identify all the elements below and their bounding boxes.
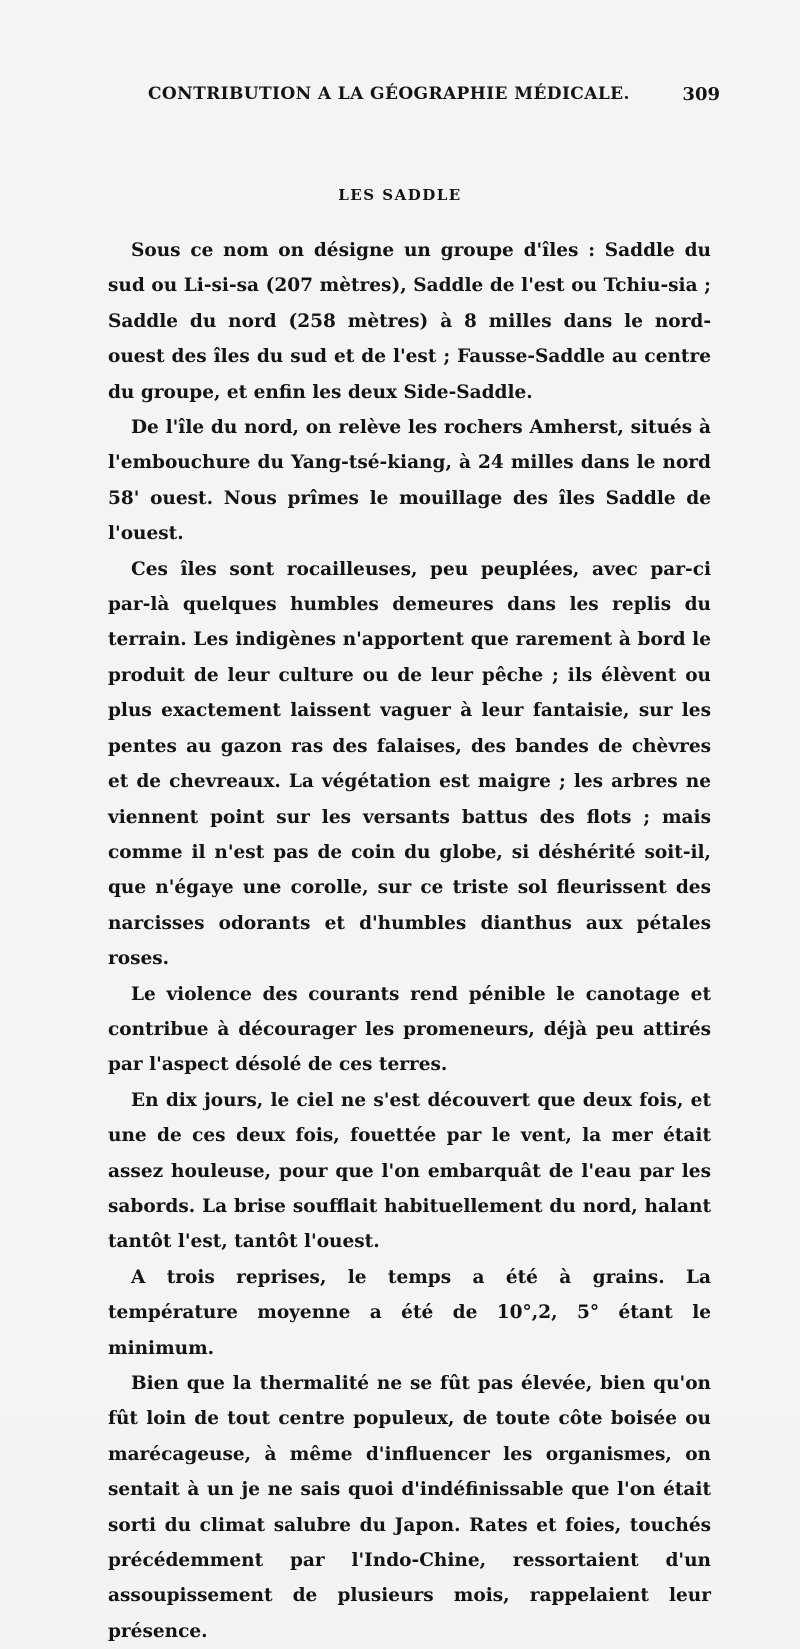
section-title: LES SADDLE bbox=[338, 186, 462, 204]
running-title: CONTRIBUTION A LA GÉOGRAPHIE MÉDICALE. bbox=[148, 84, 630, 104]
paragraph-trois-reprises: A trois reprises, le temps a été à grains. La température moyenne a été de 10°,2, 5° étant le minimum. bbox=[108, 1266, 711, 1359]
paragraph-iles-rocailleuses: Ces îles sont rocailleuses, peu peuplées, avec par-ci par-là quelques humbles demeures dans les replis du terrain. Les indigènes n'apportent que rarement à bord le produit de leur culture ou de leur pêche ; ils élèvent ou plus exactement laissent vaguer à leur fantaisie, sur les pentes au gazon ras des falaises, des bandes de chèvres et de chevreaux. La végétation est maigre ; les arbres ne viennent point sur les versants battus des flots ; mais comme il n'est pas de coin du globe, si déshérité soit-il, que n'égaye une corolle, sur ce triste sol fleurissent des narcisses odorants et d'humbles dianthus aux pétales roses. bbox=[108, 558, 711, 970]
paragraph-ile-du-nord: De l'île du nord, on relève les rochers Amherst, situés à l'embouchure du Yang-tsé-kiang, à 24 milles dans le nord 58' ouest. Nous prîmes le mouillage des îles Saddle de l'ouest. bbox=[108, 417, 711, 545]
page-number: 309 bbox=[682, 84, 720, 105]
paragraph-violence-courants: Le violence des courants rend pénible le canotage et contribue à décourager les promeneurs, déjà peu attirés par l'aspect désolé de ces terres. bbox=[108, 983, 711, 1076]
body-text bbox=[108, 233, 711, 1649]
running-head bbox=[140, 84, 720, 114]
paragraph-sous-ce-nom: Sous ce nom on désigne un groupe d'îles : Saddle du sud ou Li-si-sa (207 mètres), Saddle de l'est ou Tchiu-sia ; Saddle du nord (258 mètres) à 8 milles dans le nord-ouest des îles du sud et de l'est ; Fausse-Saddle au centre du groupe, et enfin les deux Side-Saddle. bbox=[108, 240, 711, 403]
paragraph-thermalite: Bien que la thermalité ne se fût pas élevée, bien qu'on fût loin de tout centre populeux, de toute côte boisée ou marécageuse, à même d'influencer les organismes, on sentait à un je ne sais quoi d'indéfinissable que l'on était sorti du climat salubre du Japon. Rates et foies, touchés précédemment par l'Indo-Chine, ressortaient d'un assoupissement de plusieurs mois, rappelaient leur présence. bbox=[108, 1373, 711, 1642]
paragraph-dix-jours: En dix jours, le ciel ne s'est découvert que deux fois, et une de ces deux fois, fouettée par le vent, la mer était assez houleuse, pour que l'on embarquât de l'eau par les sabords. La brise soufflait habituellement du nord, halant tantôt l'est, tantôt l'ouest. bbox=[108, 1089, 711, 1253]
